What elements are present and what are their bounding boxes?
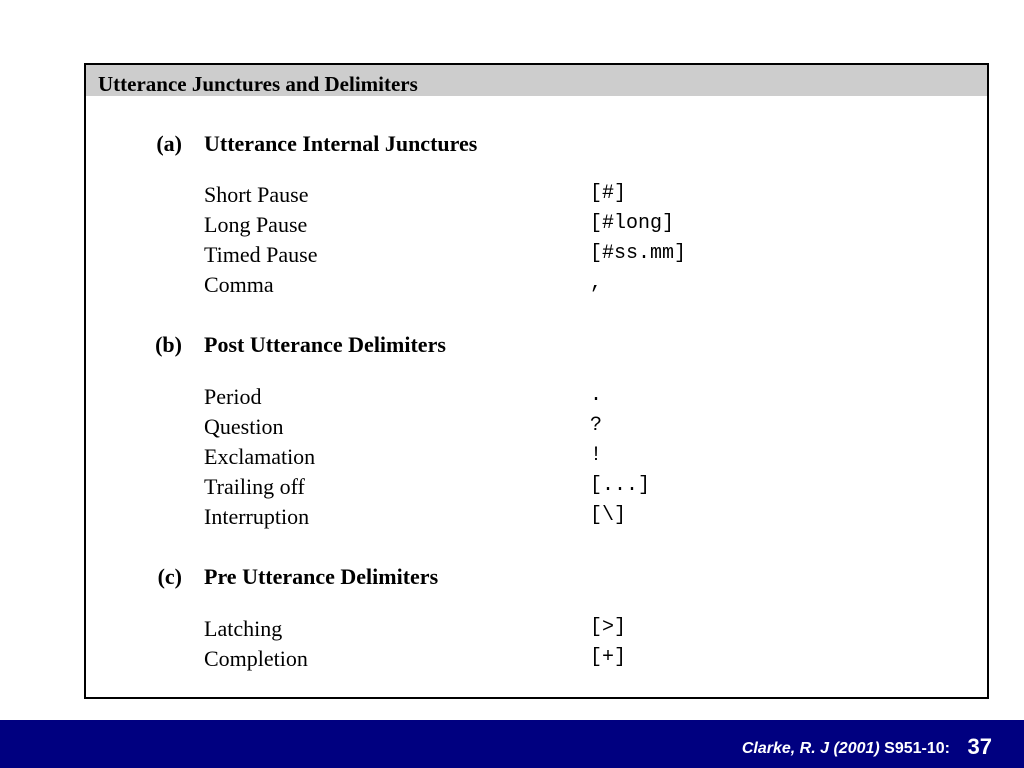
section-letter-b: (b) bbox=[155, 332, 182, 357]
row-label: Comma bbox=[204, 272, 274, 297]
row-symbol: [#ss.mm] bbox=[590, 242, 687, 265]
row-symbol: ! bbox=[590, 444, 603, 467]
section-letter-c: (c) bbox=[157, 564, 182, 589]
row-symbol: [+] bbox=[590, 646, 627, 669]
footer-bar bbox=[0, 720, 1024, 768]
row-symbol: [...] bbox=[590, 474, 651, 497]
footer-author: Clarke, R. J (2001) bbox=[741, 740, 880, 757]
row-label: Question bbox=[204, 414, 284, 439]
row-label: Short Pause bbox=[204, 182, 309, 207]
delimiters-table bbox=[84, 63, 989, 699]
row-label: Timed Pause bbox=[204, 242, 318, 267]
row-symbol: ? bbox=[590, 414, 603, 437]
row-label: Interruption bbox=[204, 504, 310, 529]
table-title: Utterance Junctures and Delimiters bbox=[98, 72, 418, 96]
table-header bbox=[86, 65, 987, 96]
row-symbol: [#long] bbox=[590, 212, 675, 235]
row-symbol: . bbox=[590, 384, 603, 407]
row-symbol: [\] bbox=[590, 504, 627, 527]
section-title-internal-junctures: Utterance Internal Junctures bbox=[204, 131, 478, 156]
row-symbol: [#] bbox=[590, 182, 627, 205]
section-letter-a: (a) bbox=[156, 131, 182, 156]
row-label: Exclamation bbox=[204, 444, 316, 469]
row-label: Long Pause bbox=[204, 212, 308, 237]
slide-page-number: 37 bbox=[967, 734, 992, 759]
row-symbol: , bbox=[590, 272, 603, 295]
section-title-pre-utterance: Pre Utterance Delimiters bbox=[204, 564, 439, 589]
footer-citation bbox=[742, 740, 950, 758]
footer-course: S951-10: bbox=[884, 740, 950, 757]
row-label: Trailing off bbox=[204, 474, 305, 499]
row-label: Latching bbox=[204, 616, 283, 641]
row-label: Period bbox=[204, 384, 262, 409]
row-symbol: [>] bbox=[590, 616, 627, 639]
section-title-post-utterance: Post Utterance Delimiters bbox=[204, 332, 446, 357]
row-label: Completion bbox=[204, 646, 308, 671]
